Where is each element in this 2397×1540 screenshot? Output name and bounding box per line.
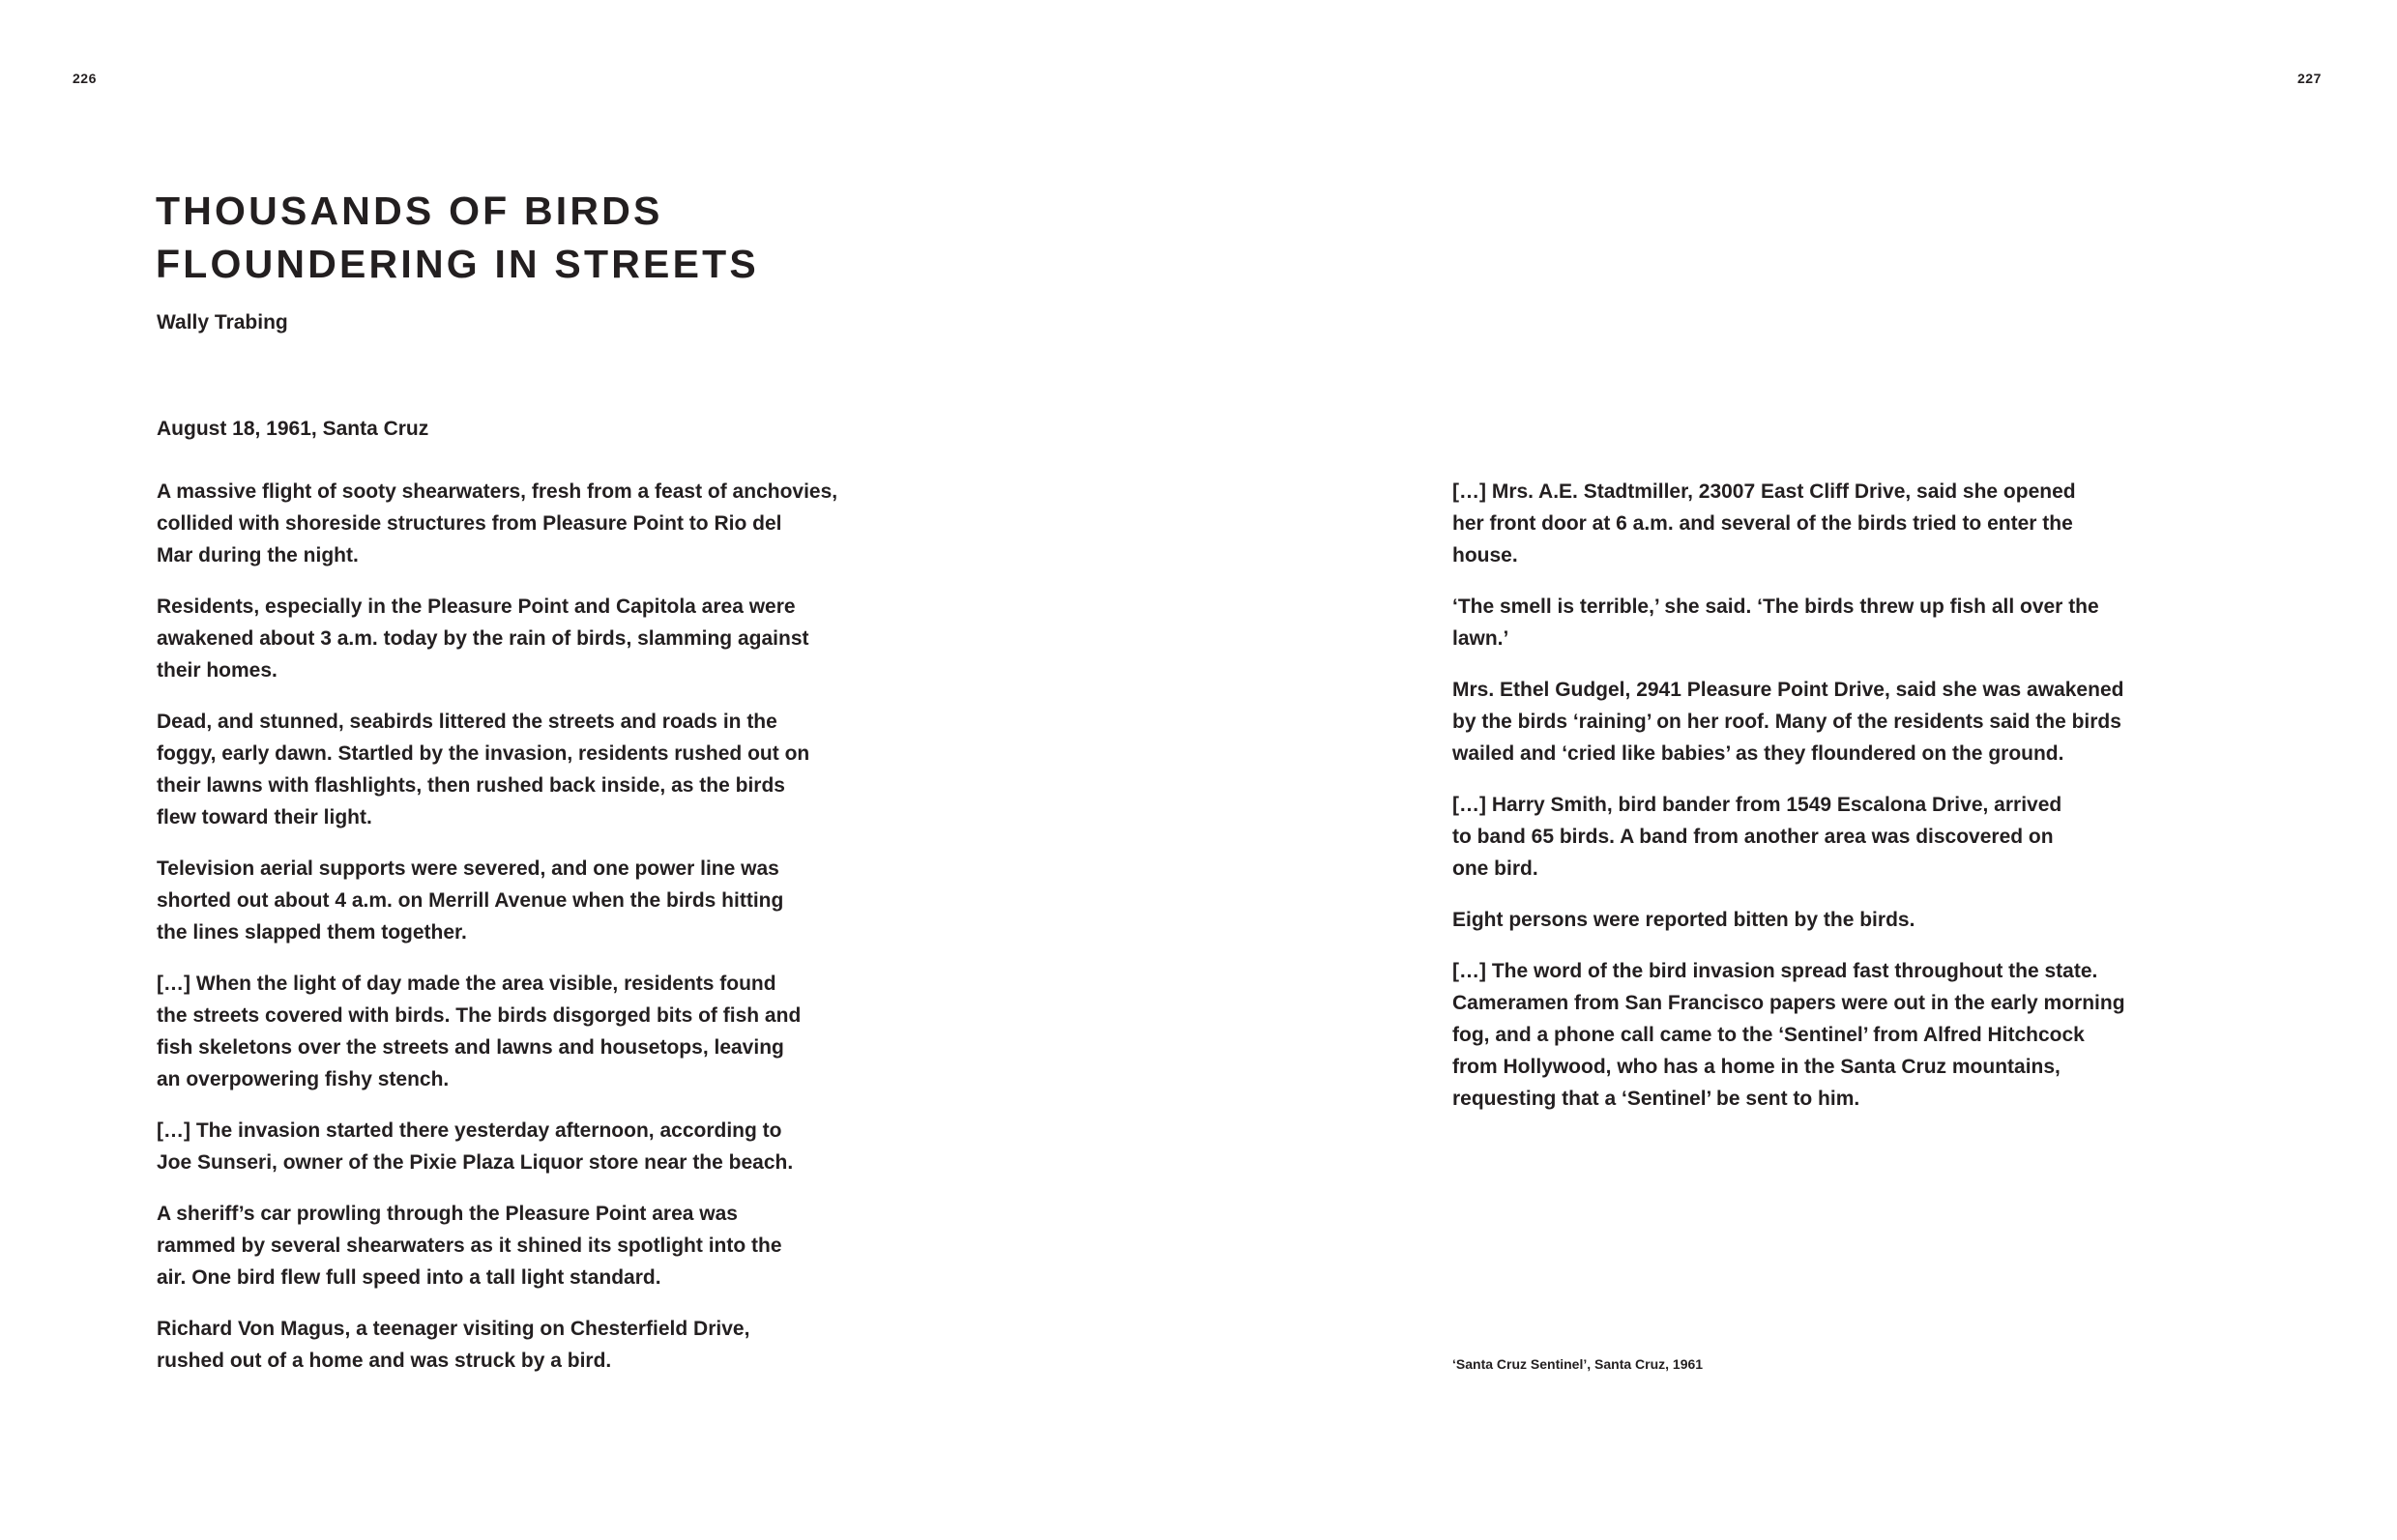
body-paragraph [1452,674,2265,770]
text-line: their homes. [157,659,278,682]
body-paragraph [157,476,969,571]
body-paragraph [157,591,969,686]
text-line: Residents, especially in the Pleasure Point and Capitola area were [157,596,796,618]
text-line: fog, and a phone call came to the ‘Sentinel’ from Alfred Hitchcock [1452,1024,2085,1046]
body-paragraph [157,853,969,948]
body-paragraph [157,1313,969,1377]
body-paragraph [1452,904,2265,936]
text-line: her front door at 6 a.m. and several of the birds tried to enter the [1452,512,2073,535]
text-line: […] The word of the bird invasion spread fast throughout the state. [1452,960,2098,982]
text-line: flew toward their light. [157,806,372,828]
text-line: A massive flight of sooty shearwaters, fresh from a feast of anchovies, [157,480,838,503]
title-line: THOUSANDS OF BIRDS [156,189,663,233]
text-line: ‘The smell is terrible,’ she said. ‘The birds threw up fish all over the [1452,596,2099,618]
text-line: the streets covered with birds. The birds disgorged bits of fish and [157,1004,802,1027]
body-paragraph [1452,476,2265,571]
text-line: from Hollywood, who has a home in the Santa Cruz mountains, [1452,1056,2061,1078]
text-line: requesting that a ‘Sentinel’ be sent to him. [1452,1088,1860,1110]
text-line: shorted out about 4 a.m. on Merrill Avenue when the birds hitting [157,889,784,912]
text-line: rammed by several shearwaters as it shined its spotlight into the [157,1235,782,1257]
text-line: wailed and ‘cried like babies’ as they floundered on the ground. [1452,742,2064,765]
body-paragraph [157,968,969,1095]
body-paragraph [1452,789,2265,885]
text-line: by the birds ‘raining’ on her roof. Many of the residents said the birds [1452,711,2121,733]
text-line: collided with shoreside structures from Pleasure Point to Rio del [157,512,782,535]
text-line: their lawns with flashlights, then rushed back inside, as the birds [157,774,785,797]
body-paragraph [157,1115,969,1178]
text-line: Cameramen from San Francisco papers were out in the early morning [1452,992,2125,1014]
text-line: Dead, and stunned, seabirds littered the streets and roads in the [157,711,777,733]
text-line: Television aerial supports were severed, and one power line was [157,857,779,880]
dateline: August 18, 1961, Santa Cruz [157,418,429,440]
body-paragraph [157,706,969,833]
text-line: Richard Von Magus, a teenager visiting on Chesterfield Drive, [157,1318,750,1340]
text-line: […] When the light of day made the area visible, residents found [157,973,776,995]
article-title [156,185,759,291]
text-line: air. One bird flew full speed into a tall light standard. [157,1266,661,1289]
text-line: rushed out of a home and was struck by a bird. [157,1350,612,1372]
text-line: an overpowering fishy stench. [157,1068,450,1090]
text-line: […] The invasion started there yesterday afternoon, according to [157,1119,782,1142]
body-paragraph [1452,955,2265,1115]
right-body-column [1452,476,2265,1134]
body-paragraph [157,1198,969,1293]
text-line: lawn.’ [1452,627,1509,650]
page-number-left: 226 [73,71,97,86]
text-line: Eight persons were reported bitten by the birds. [1452,909,1915,931]
text-line: Mar during the night. [157,544,359,567]
left-body-column [157,476,969,1396]
text-line: house. [1452,544,1518,567]
text-line: the lines slapped them together. [157,921,467,944]
text-line: Joe Sunseri, owner of the Pixie Plaza Liquor store near the beach. [157,1151,794,1174]
text-line: A sheriff’s car prowling through the Pleasure Point area was [157,1203,738,1225]
source-caption: ‘Santa Cruz Sentinel’, Santa Cruz, 1961 [1452,1356,1704,1372]
text-line: […] Mrs. A.E. Stadtmiller, 23007 East Cliff Drive, said she opened [1452,480,2076,503]
title-line: FLOUNDERING IN STREETS [156,242,759,286]
text-line: Mrs. Ethel Gudgel, 2941 Pleasure Point Drive, said she was awakened [1452,679,2124,701]
page-number-right: 227 [2297,71,2322,86]
body-paragraph [1452,591,2265,654]
text-line: one bird. [1452,857,1538,880]
text-line: foggy, early dawn. Startled by the invasion, residents rushed out on [157,742,810,765]
text-line: to band 65 birds. A band from another area was discovered on [1452,826,2054,848]
text-line: fish skeletons over the streets and lawns and housetops, leaving [157,1036,784,1059]
right-page [1199,0,2397,1540]
text-line: […] Harry Smith, bird bander from 1549 Escalona Drive, arrived [1452,794,2062,816]
text-line: awakened about 3 a.m. today by the rain of birds, slamming against [157,627,809,650]
author-byline: Wally Trabing [157,311,288,334]
